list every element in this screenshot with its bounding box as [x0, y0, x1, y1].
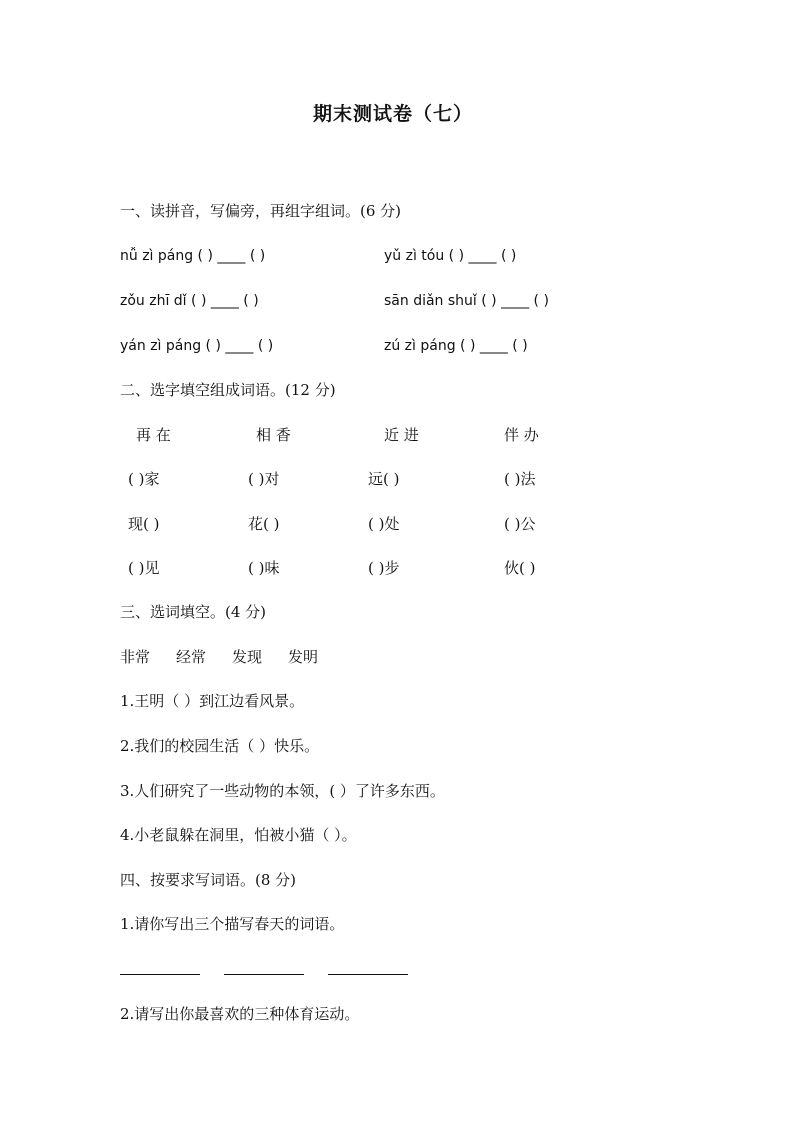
- sentence-item: 4.小老鼠躲在洞里，怕被小猫（ ）。: [120, 826, 357, 844]
- page-title: 期末测试卷（七）: [313, 103, 474, 125]
- answer-line: [120, 974, 200, 975]
- word-choice: 发明: [288, 648, 319, 666]
- pinyin-item: zú zì páng ( ) ____ ( ): [384, 338, 528, 354]
- pinyin-item: zǒu zhī dǐ ( ) ____ ( ): [120, 293, 259, 309]
- fill-blank-cell: ( )味: [248, 559, 280, 577]
- sentence-item: 1.王明（ ）到江边看风景。: [120, 692, 305, 710]
- pinyin-item: nǚ zì páng ( ) ____ ( ): [120, 248, 266, 264]
- sentence-item: 3.人们研究了一些动物的本领，( ）了许多东西。: [120, 782, 445, 800]
- word-choice: 发现: [232, 648, 263, 666]
- pinyin-item: yǔ zì tóu ( ) ____ ( ): [384, 248, 517, 264]
- choice-pair: 近 进: [384, 426, 419, 444]
- fill-blank-cell: 伙( ): [504, 559, 536, 577]
- answer-line: [224, 974, 304, 975]
- fill-blank-cell: ( )对: [248, 470, 280, 488]
- fill-blank-cell: 花( ): [248, 515, 280, 533]
- answer-line: [328, 974, 408, 975]
- word-choice: 非常: [120, 648, 151, 666]
- choice-pair: 相 香: [256, 426, 291, 444]
- section4-heading: 四、按要求写词语。(8 分): [120, 871, 297, 889]
- fill-blank-cell: ( )处: [368, 515, 400, 533]
- fill-blank-cell: ( )步: [368, 559, 400, 577]
- fill-blank-cell: 远( ): [368, 470, 400, 488]
- section2-heading: 二、选字填空组成词语。(12 分): [120, 381, 336, 399]
- section3-heading: 三、选词填空。(4 分): [120, 603, 267, 621]
- pinyin-item: yán zì páng ( ) ____ ( ): [120, 338, 274, 354]
- fill-blank-cell: 现( ): [128, 515, 160, 533]
- section1-heading: 一、读拼音，写偏旁，再组字组词。(6 分): [120, 202, 402, 220]
- choice-pair: 再 在: [136, 426, 171, 444]
- fill-blank-cell: ( )见: [128, 559, 160, 577]
- pinyin-item: sān diǎn shuǐ ( ) ____ ( ): [384, 293, 549, 309]
- question-1: 1.请你写出三个描写春天的词语。: [120, 915, 345, 933]
- question-2: 2.请写出你最喜欢的三种体育运动。: [120, 1005, 360, 1023]
- sentence-item: 2.我们的校园生活（ ）快乐。: [120, 737, 320, 755]
- fill-blank-cell: ( )家: [128, 470, 160, 488]
- choice-pair: 伴 办: [504, 426, 539, 444]
- word-choice: 经常: [176, 648, 207, 666]
- fill-blank-cell: ( )法: [504, 470, 536, 488]
- fill-blank-cell: ( )公: [504, 515, 536, 533]
